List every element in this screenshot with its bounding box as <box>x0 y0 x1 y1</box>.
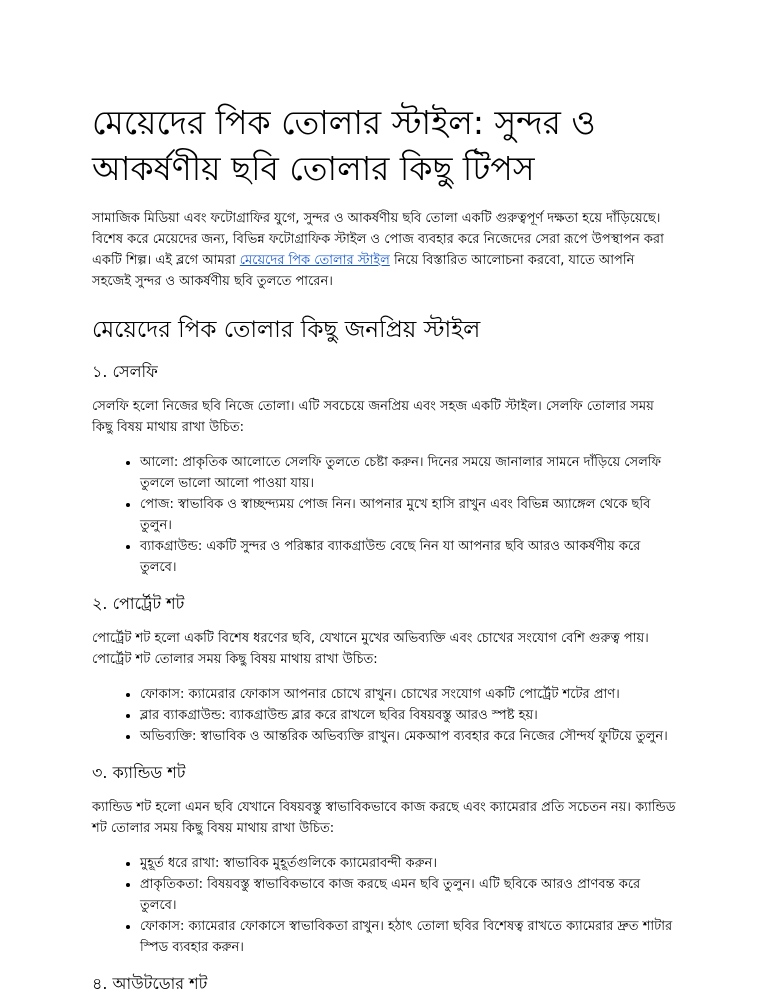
intro-paragraph <box>92 208 676 292</box>
intro-text: সামাজিক মিডিয়া এবং ফটোগ্রাফির যুগে, সুন্দর ও আকর্ষণীয় ছবি তোলা একটি গুরুত্বপূর্ণ দক্ষতা হয়ে দাঁড়িয়েছে। বিশেষ করে মেয়েদের জন্য, বিভিন্ন ফটোগ্রাফিক স্টাইল ও পোজ ব্যবহার করে নিজেদের সেরা রূপে উপস্থাপন করা একটি শিল্প। এই ব্লগে আমরা <box>92 211 664 268</box>
list-item: • ফোকাস: ক্যামেরার ফোকাসে স্বাভাবিকতা রাখুন। হঠাৎ তোলা ছবির বিশেষত্ব রাখতে ক্যামেরার দ্রুত শাটার স্পিড ব্যবহার করুন। <box>140 916 676 958</box>
selfie-list <box>92 452 676 578</box>
list-item: • আলো: প্রাকৃতিক আলোতে সেলফি তুলতে চেষ্টা করুন। দিনের সময়ে জানালার সামনে দাঁড়িয়ে সেলফি তুললে ভালো আলো পাওয়া যায়। <box>140 452 676 494</box>
list-item: • মুহূর্ত ধরে রাখা: স্বাভাবিক মুহূর্তগুলিকে ক্যামেরাবন্দী করুন। <box>140 853 676 874</box>
candid-paragraph: ক্যান্ডিড শট হলো এমন ছবি যেখানে বিষয়বস্তু স্বাভাবিকভাবে কাজ করছে এবং ক্যামেরার প্রতি সচেতন নয়। ক্যান্ডিড শট তোলার সময় কিছু বিষয় মাথায় রাখা উচিত: <box>92 800 676 836</box>
list-item: • ব্লার ব্যাকগ্রাউন্ড: ব্যাকগ্রাউন্ড ব্লার করে রাখলে ছবির বিষয়বস্তু আরও স্পষ্ট হয়। <box>140 705 676 726</box>
list-item: • পোজ: স্বাভাবিক ও স্বাচ্ছন্দ্যময় পোজ নিন। আপনার মুখে হাসি রাখুন এবং বিভিন্ন অ্যাঙ্গেল থেকে ছবি তুলুন। <box>140 494 676 536</box>
subheading-portrait: ২. পোর্ট্রেট শট <box>92 594 185 613</box>
page-title: মেয়েদের পিক তোলার স্টাইল: সুন্দর ও আকর্ষণীয় ছবি তোলার কিছু টিপস <box>92 103 596 188</box>
subheading-candid: ৩. ক্যান্ডিড শট <box>92 763 186 782</box>
portrait-list <box>92 684 676 747</box>
selfie-paragraph: সেলফি হলো নিজের ছবি নিজে তোলা। এটি সবচেয়ে জনপ্রিয় এবং সহজ একটি স্টাইল। সেলফি তোলার সময় কিছু বিষয় মাথায় রাখা উচিত: <box>92 399 654 435</box>
list-item: • ব্যাকগ্রাউন্ড: একটি সুন্দর ও পরিষ্কার ব্যাকগ্রাউন্ড বেছে নিন যা আপনার ছবি আরও আকর্ষণীয় করে তুলবে। <box>140 536 676 578</box>
candid-list <box>92 853 676 958</box>
subheading-outdoor: ৪. আউটডোর শট <box>92 974 208 993</box>
style-link[interactable]: মেয়েদের পিক তোলার স্টাইল <box>239 253 390 268</box>
list-item: • অভিব্যক্তি: স্বাভাবিক ও আন্তরিক অভিব্যক্তি রাখুন। মেকআপ ব্যবহার করে নিজের সৌন্দর্য ফুটিয়ে তুলুন। <box>140 726 676 747</box>
subheading-selfie: ১. সেলফি <box>92 362 158 381</box>
list-item: • ফোকাস: ক্যামেরার ফোকাস আপনার চোখে রাখুন। চোখের সংযোগ একটি পোর্ট্রেট শটের প্রাণ। <box>140 684 676 705</box>
section-heading: মেয়েদের পিক তোলার কিছু জনপ্রিয় স্টাইল <box>92 317 481 343</box>
intro-text-end: নিয়ে বিস্তারিত আলোচনা করবো, যাতে আপনি সহজেই সুন্দর ও আকর্ষণীয় ছবি তুলতে পারেন। <box>92 253 635 289</box>
portrait-paragraph: পোর্ট্রেট শট হলো একটি বিশেষ ধরণের ছবি, যেখানে মুখের অভিব্যক্তি এবং চোখের সংযোগ বেশি গুরুত্ব পায়। পোর্ট্রেট শট তোলার সময় কিছু বিষয় মাথায় রাখা উচিত: <box>92 631 649 667</box>
list-item: • প্রাকৃতিকতা: বিষয়বস্তু স্বাভাবিকভাবে কাজ করছে এমন ছবি তুলুন। এটি ছবিকে আরও প্রাণবন্ত করে তুলবে। <box>140 874 676 916</box>
